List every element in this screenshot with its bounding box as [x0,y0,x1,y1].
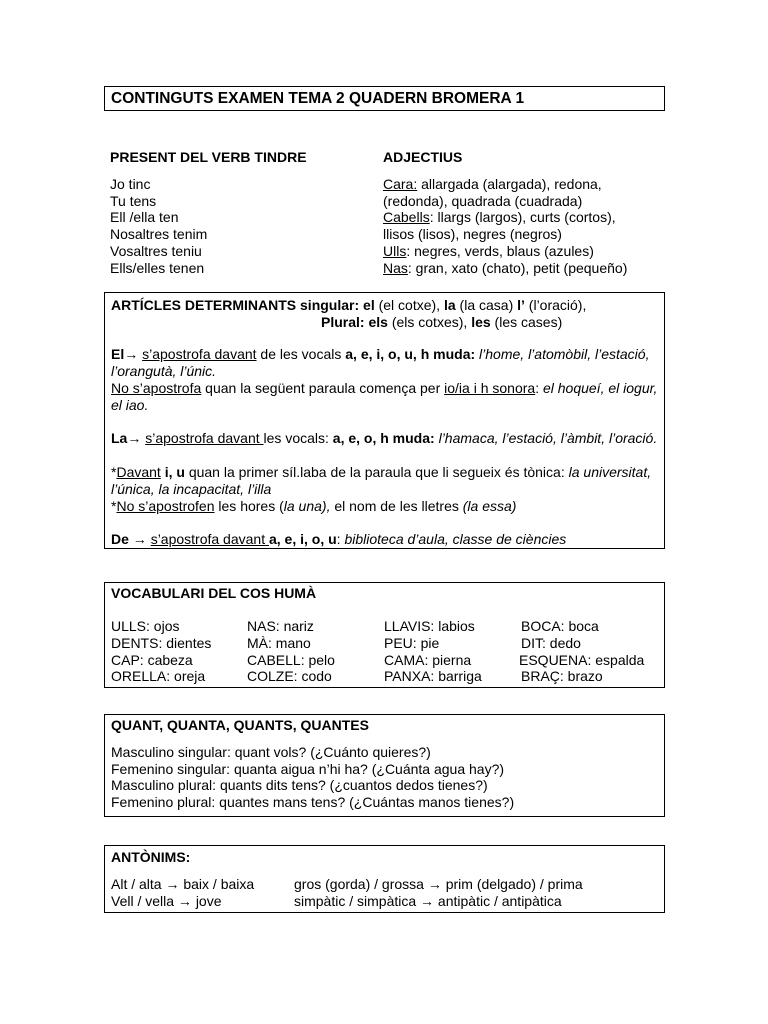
asterisk: * [111,464,117,480]
verb-line: Nosaltres tenim [110,226,208,243]
page-title: CONTINGUTS EXAMEN TEMA 2 QUADERN BROMERA 1 [111,90,525,107]
vocab-cell: ULLS: ojos [111,618,180,634]
title-box [104,86,665,111]
antonims-heading: ANTÒNIMS: [111,849,191,865]
antonym-line: Vell / vella → jove [111,893,222,909]
no-apostrofen-example: la una), [283,498,331,514]
vocab-cell: CAMA: pierna [384,652,472,668]
vocab-cell: DENTS: dientes [111,635,212,651]
plural-label: Plural: [321,314,365,330]
adjectius-line [383,243,627,260]
de-examples: biblioteca d’aula, classe de ciències [344,531,567,547]
vocab-cell: BRAÇ: brazo [521,668,603,684]
vocab-heading: VOCABULARI DEL COS HUMÀ [111,585,317,601]
verb-line: Ell /ella ten [110,209,179,226]
articles-heading: ARTÍCLES DETERMINANTS [111,297,297,313]
el-vowels: a, e, i, o, u, h muda: [345,346,476,362]
davant-examples: la universitat, l’única, la incapacitat, l’illa [111,464,652,497]
no-apostrophe-condition: io/ia i h sonora [444,380,536,396]
vocab-cell: ORELLA: oreja [111,668,206,684]
vocab-box [104,582,665,688]
la-apostrophe-rule: s’apostrofa davant [145,430,264,446]
no-apostrophe-text: quan la següent paraula comença per [201,380,445,396]
la-word: La [111,430,128,446]
la-rule-text: les vocals: [263,430,333,446]
adjectius-line [383,260,627,277]
no-apostrophe-examples: el hoqueí, el iogur, el iao. [111,380,658,413]
quant-line: Masculino singular: quant vols? (¿Cuánto quieres?) [111,744,431,760]
article-les-example: (les cases) [490,314,563,330]
verb-heading: PRESENT DEL VERB TINDRE [110,149,307,165]
quant-line: Masculino plural: quants dits tens? (¿cuantos dedos tienes?) [111,777,488,794]
la-rule [111,430,658,447]
singular-label: singular: [300,297,360,313]
cabells-text: : llargs (largos), curts (cortos), [429,209,616,226]
vocab-cell: LLAVIS: labios [384,618,475,634]
vocab-cell: MÀ: mano [247,635,311,651]
vocab-cell: DIT: dedo [521,635,581,651]
cara-text: allargada (alargada), redona, [417,176,602,192]
verb-line: Tu tens [110,192,157,209]
arrow-icon: → [127,430,142,446]
el-rule-text: de les vocals [256,346,346,362]
de-apostrophe-rule: s’apostrofa davant [150,531,269,547]
verb-line: Jo tinc [110,176,151,192]
quant-line: Femenino singular: quanta aigua n’hi ha? (¿Cuánta agua hay?) [111,760,505,777]
no-apostrophe-colon: : [535,380,543,396]
adjectius-heading: ADJECTIUS [383,149,463,165]
adjectius-line: llisos (lisos), negres (negros) [383,226,562,243]
quant-list [111,744,514,811]
de-word: De [111,531,129,547]
vocab-cell: CABELL: pelo [247,652,335,668]
articles-box [104,292,665,549]
antonym-line: simpàtic / simpàtica → antipàtic / antipàtica [294,893,562,909]
article-les: les [471,314,491,330]
arrow-icon: → [124,346,139,362]
asterisk: * [111,498,117,514]
de-vowels: a, e, i, o, u [268,531,337,547]
article-els-example: (els cotxes), [387,314,472,330]
vocab-cell: NAS: nariz [247,618,314,634]
davant-text: quan la primer síl.laba de la paraula que li segueix és tònica: [184,464,569,480]
verb-conjugation [110,176,207,276]
no-apostrofen-text: el nom de les lletres [330,498,463,514]
verb-line: Vosaltres teniu [110,242,202,259]
arrow-icon: → [132,531,147,547]
adjectius-list [383,176,627,276]
article-l: l’ [517,297,525,313]
no-apostrophe-rule [111,380,658,414]
el-examples: l’home, l’atomòbil, l’estació, l’orangutà, l’únic. [111,346,650,379]
el-word: El [111,346,125,362]
articles-plural-line [321,314,562,331]
davant-label: Davant [116,464,161,480]
vocab-cell: COLZE: codo [247,668,332,684]
antonym-line: gros (gorda) / grossa → prim (delgado) / prima [294,876,583,892]
de-colon: : [336,531,345,547]
no-apostrofen-example: (la essa) [462,498,517,514]
de-rule [111,531,658,548]
no-apostrofen-rule [111,498,658,515]
nas-label: Nas [383,259,408,276]
quant-box [104,714,665,817]
vocab-cell: PEU: pie [384,635,440,651]
la-vowels: a, e, o, h muda: [332,430,435,446]
no-apostrofen-text: les hores ( [214,498,284,514]
cabells-label: Cabells [383,209,430,226]
adjectius-line: (redonda), quadrada (cuadrada) [383,192,583,209]
quant-line: Femenino plural: quantes mans tens? (¿Cuántas manos tienes?) [111,794,515,811]
adjectius-line [383,176,627,193]
article-la: la [443,297,456,313]
el-rule [111,346,658,380]
no-apostrophe-label: No s’apostrofa [111,380,202,396]
article-el-example: (el cotxe), [374,297,444,313]
verb-line: Ells/elles tenen [110,259,205,276]
antonims-box [104,845,665,913]
antonym-line: Alt / alta → baix / baixa [111,876,255,892]
davant-vowels: i, u [160,464,185,480]
article-els: els [368,314,388,330]
vocab-cell: CAP: cabeza [111,652,193,668]
el-apostrophe-rule: s’apostrofa davant [142,346,257,362]
quant-heading: QUANT, QUANTA, QUANTS, QUANTES [111,717,369,733]
davant-rule [111,464,658,498]
ulls-label: Ulls [383,242,407,259]
no-apostrofen-label: No s’apostrofen [116,498,215,514]
articles-singular-line [111,297,586,314]
vocab-cell: PANXA: barriga [384,668,482,684]
adjectius-line [383,209,627,226]
article-el: el [363,297,375,313]
article-l-example: (l’oració), [524,297,587,313]
vocab-cell: BOCA: boca [521,618,599,634]
cara-label: Cara: [383,176,418,192]
la-examples: l’hamaca, l’estació, l’àmbit, l’oració. [434,430,658,446]
vocab-cell: ESQUENA: espalda [519,652,645,668]
nas-text: : gran, xato (chato), petit (pequeño) [407,259,628,276]
ulls-text: : negres, verds, blaus (azules) [406,242,594,259]
article-la-example: (la casa) [455,297,518,313]
